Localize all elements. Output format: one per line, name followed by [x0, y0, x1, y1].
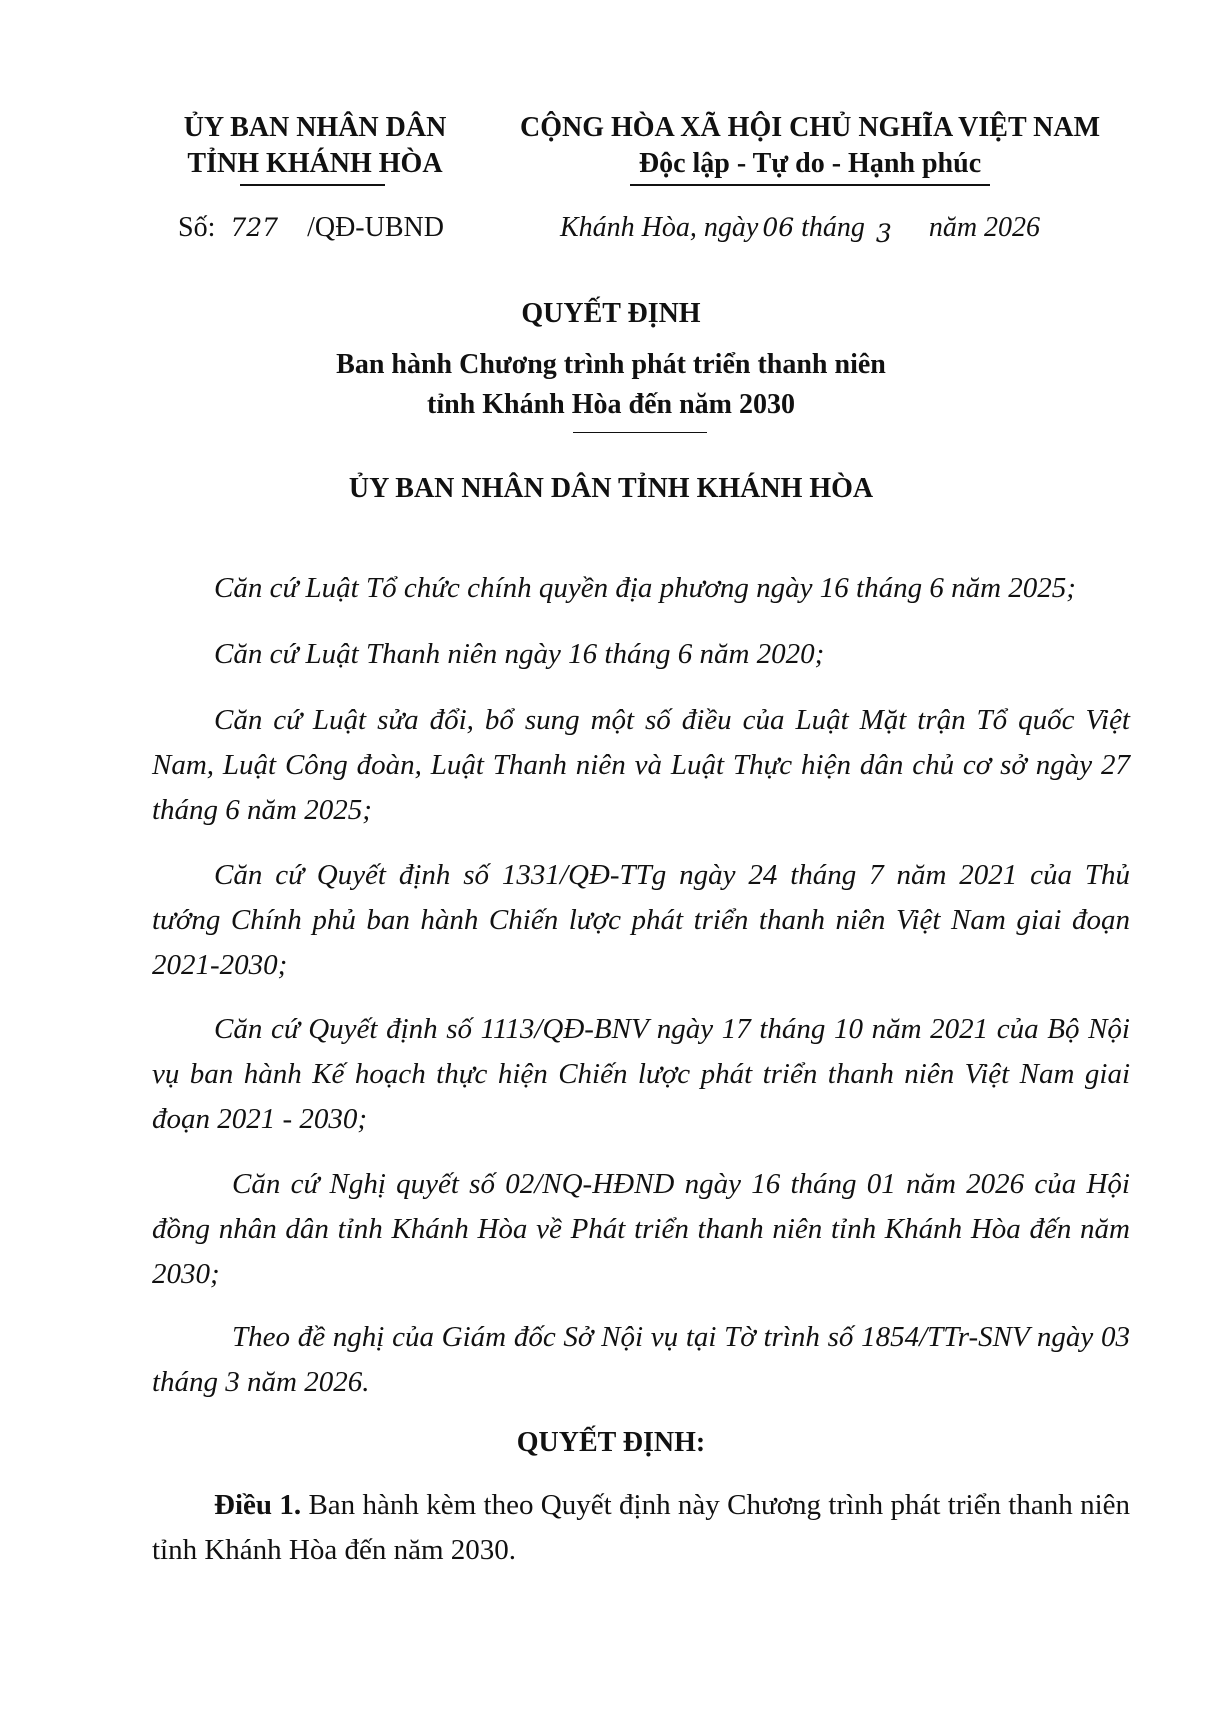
preamble-item: Căn cứ Luật sửa đổi, bổ sung một số điều của Luật Mặt trận Tổ quốc Việt Nam, Luật Công đoàn, Luật Thanh niên và Luật Thực hiện dân chủ cơ sở ngày 27 tháng 6 năm 2025;	[152, 704, 1130, 826]
date-day: 06	[762, 213, 795, 242]
preamble-item: Căn cứ Quyết định số 1331/QĐ-TTg ngày 24 tháng 7 năm 2021 của Thủ tướng Chính phủ ban hành Chiến lược phát triển thanh niên Việt Nam giai đoạn 2021-2030;	[152, 859, 1130, 981]
preamble-item: Căn cứ Luật Tổ chức chính quyền địa phương ngày 16 tháng 6 năm 2025;	[214, 572, 1076, 604]
preamble-item: Theo đề nghị của Giám đốc Sở Nội vụ tại Tờ trình số 1854/TTr-SNV ngày 03 tháng 3 năm 2026.	[152, 1321, 1130, 1398]
article-1	[152, 1483, 1130, 1573]
nation-title: CỘNG HÒA XÃ HỘI CHỦ NGHĨA VIỆT NAM	[519, 112, 1101, 143]
doc-number-value: 727	[230, 213, 279, 242]
decision-heading: QUYẾT ĐỊNH:	[516, 1427, 706, 1458]
date-month-label: tháng	[801, 212, 865, 243]
preamble-item: Căn cứ Luật Thanh niên ngày 16 tháng 6 năm 2020;	[214, 638, 825, 670]
doc-type: QUYẾT ĐỊNH	[521, 298, 701, 329]
issue-date	[560, 210, 1040, 246]
date-year: năm 2026	[928, 212, 1041, 243]
issuer-heading: ỦY BAN NHÂN DÂN TỈNH KHÁNH HÒA	[348, 473, 874, 504]
motto-underline	[630, 184, 990, 186]
date-prefix: Khánh Hòa, ngày	[560, 212, 759, 243]
article-1-text: Ban hành kèm theo Quyết định này Chương trình phát triển thanh niên tỉnh Khánh Hòa đến năm 2030.	[152, 1489, 1131, 1566]
preamble-item: Căn cứ Nghị quyết số 02/NQ-HĐND ngày 16 tháng 01 năm 2026 của Hội đồng nhân dân tỉnh Khánh Hòa về Phát triển thanh niên tỉnh Khánh Hòa đến năm 2030;	[152, 1168, 1130, 1290]
preamble-item: Căn cứ Quyết định số 1113/QĐ-BNV ngày 17 tháng 10 năm 2021 của Bộ Nội vụ ban hành Kế hoạch thực hiện Chiến lược phát triển thanh niên Việt Nam giai đoạn 2021 - 2030;	[152, 1013, 1130, 1135]
title-divider	[573, 432, 707, 433]
article-1-label: Điều 1.	[214, 1489, 302, 1521]
doc-number	[178, 210, 444, 246]
subject-line1: Ban hành Chương trình phát triển thanh niên	[336, 349, 886, 380]
date-month: 3	[875, 219, 892, 248]
nation-motto: Độc lập - Tự do - Hạnh phúc	[638, 148, 982, 179]
subject-line2: tỉnh Khánh Hòa đến năm 2030	[427, 389, 795, 420]
agency-underline	[240, 184, 385, 186]
agency-name-line1: ỦY BAN NHÂN DÂN	[183, 112, 447, 143]
doc-number-label: Số:	[178, 212, 216, 243]
agency-name-line2: TỈNH KHÁNH HÒA	[187, 148, 443, 179]
doc-number-suffix: /QĐ-UBND	[307, 212, 444, 243]
